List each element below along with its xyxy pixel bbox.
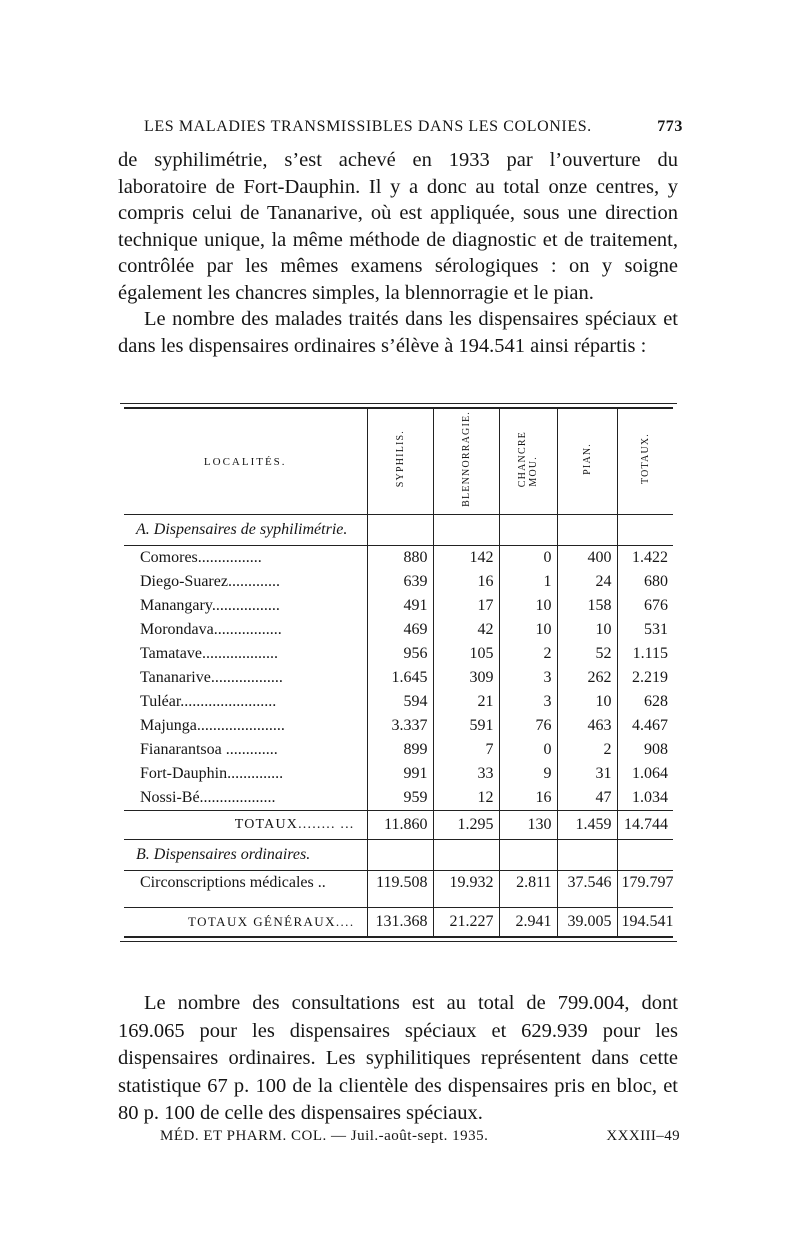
row-blennorragie: 7 (433, 738, 499, 762)
row-blennorragie: 42 (433, 618, 499, 642)
totaux-generaux-row (124, 908, 673, 937)
row-total: 676 (617, 594, 673, 618)
row-locality: Tamatave................... (140, 645, 278, 662)
header-chancre-label-1: CHANCRE (517, 430, 528, 488)
row-blennorragie: 17 (433, 594, 499, 618)
header-pian (557, 409, 617, 515)
totaux-chancre: 130 (499, 811, 557, 840)
row-blennorragie: 16 (433, 570, 499, 594)
footer-journal: MÉD. ET PHARM. COL. — Juil.-août-sept. 1935. (160, 1128, 489, 1144)
table-row (124, 618, 673, 642)
row-chancre: 2 (499, 642, 557, 666)
row-blennorragie: 33 (433, 762, 499, 786)
section-b-row (124, 840, 673, 871)
totaux-row (124, 811, 673, 840)
row-locality: Fort-Dauphin.............. (140, 765, 284, 782)
row-chancre: 3 (499, 690, 557, 714)
row-locality: Manangary................. (140, 597, 280, 614)
header-totaux-label: TOTAUX. (639, 433, 651, 485)
totaux-generaux-chancre: 2.941 (499, 908, 557, 937)
section-a-row (124, 515, 673, 546)
row-chancre: 16 (499, 786, 557, 811)
row-syphilis: 959 (367, 786, 433, 811)
row-chancre: 1 (499, 570, 557, 594)
row-blennorragie: 21 (433, 690, 499, 714)
row-syphilis: 594 (367, 690, 433, 714)
circonscriptions-blennorragie: 19.932 (433, 871, 499, 896)
row-pian: 400 (557, 546, 617, 571)
row-locality: Comores................ (140, 549, 262, 566)
row-chancre: 10 (499, 594, 557, 618)
totaux-generaux-blennorragie: 21.227 (433, 908, 499, 937)
table-row (124, 762, 673, 786)
table-row (124, 738, 673, 762)
row-blennorragie: 309 (433, 666, 499, 690)
circonscriptions-total: 179.797 (617, 871, 673, 896)
row-locality: Tuléar........................ (140, 693, 277, 710)
circonscriptions-row (124, 871, 673, 896)
row-pian: 47 (557, 786, 617, 811)
row-locality: Morondava................. (140, 621, 282, 638)
row-pian: 158 (557, 594, 617, 618)
row-pian: 10 (557, 618, 617, 642)
table-row (124, 786, 673, 811)
row-locality: Fianarantsoa ............. (140, 741, 278, 758)
totaux-blennorragie: 1.295 (433, 811, 499, 840)
table-row (124, 594, 673, 618)
row-total: 2.219 (617, 666, 673, 690)
row-chancre: 3 (499, 666, 557, 690)
row-locality: Nossi-Bé................... (140, 789, 276, 806)
paragraph-intro-summary: Le nombre des malades traités dans les dispensaires spéciaux et dans les dispensaires ordinaires s’élève à 194.541 ainsi répartis : (118, 308, 678, 357)
row-blennorragie: 591 (433, 714, 499, 738)
paragraph-intro-text: de syphilimétrie, s’est achevé en 1933 par l’ouverture du laboratoire de Fort-Dauphin. Il y a donc au total onze centres, y compris celui de Tananarive, où est appliquée, sous une direction technique unique, la même méthode de diagnostic et de traitement, contrôlée par les mêmes examens sérologiques : on y soigne également les chancres simples, la blennorragie et le pian. (118, 149, 678, 304)
table-row (124, 666, 673, 690)
totaux-total: 14.744 (617, 811, 673, 840)
row-syphilis: 469 (367, 618, 433, 642)
row-blennorragie: 12 (433, 786, 499, 811)
row-blennorragie: 142 (433, 546, 499, 571)
row-pian: 52 (557, 642, 617, 666)
row-total: 628 (617, 690, 673, 714)
row-total: 4.467 (617, 714, 673, 738)
page-number: 773 (657, 118, 683, 135)
row-syphilis: 1.645 (367, 666, 433, 690)
row-pian: 31 (557, 762, 617, 786)
row-total: 1.034 (617, 786, 673, 811)
row-total: 1.422 (617, 546, 673, 571)
table-row (124, 690, 673, 714)
row-total: 908 (617, 738, 673, 762)
row-locality: Tananarive.................. (140, 669, 283, 686)
header-chancre-label-2: MOU. (528, 456, 539, 488)
row-pian: 10 (557, 690, 617, 714)
row-chancre: 76 (499, 714, 557, 738)
table-row (124, 546, 673, 571)
circonscriptions-label: Circonscriptions médicales .. (140, 874, 326, 891)
header-syphilis (367, 409, 433, 515)
statistics-table-frame (120, 403, 677, 942)
row-locality: Diego-Suarez............. (140, 573, 280, 590)
circonscriptions-syphilis: 119.508 (367, 871, 433, 896)
paragraph-consultations: Le nombre des consultations est au total de 799.004, dont 169.065 pour les dispensaires spéciaux et 629.939 pour les dispensaires ordinaires. Les syphilitiques représentent dans cette statistique 67 p. 100 de la clientèle des dispensaires pris en bloc, et 80 p. 100 de celle des dispensaires spéciaux. (118, 992, 678, 1124)
running-head-title: LES MALADIES TRANSMISSIBLES DANS LES COLONIES. (144, 118, 592, 135)
row-chancre: 0 (499, 546, 557, 571)
row-syphilis: 899 (367, 738, 433, 762)
totaux-generaux-label: TOTAUX GÉNÉRAUX.... (124, 908, 367, 937)
running-head (118, 118, 683, 142)
circonscriptions-chancre: 2.811 (499, 871, 557, 896)
totaux-syphilis: 11.860 (367, 811, 433, 840)
row-pian: 24 (557, 570, 617, 594)
totaux-generaux-total: 194.541 (617, 908, 673, 937)
footer-signature: XXXIII–49 (606, 1128, 680, 1144)
totaux-generaux-syphilis: 131.368 (367, 908, 433, 937)
spacer-row (124, 895, 673, 908)
row-chancre: 10 (499, 618, 557, 642)
row-pian: 2 (557, 738, 617, 762)
row-pian: 463 (557, 714, 617, 738)
row-chancre: 9 (499, 762, 557, 786)
table-header-row (124, 409, 673, 515)
row-blennorragie: 105 (433, 642, 499, 666)
totaux-label: TOTAUX........ ... (124, 811, 367, 840)
row-syphilis: 956 (367, 642, 433, 666)
row-chancre: 0 (499, 738, 557, 762)
totaux-generaux-pian: 39.005 (557, 908, 617, 937)
header-chancre-mou (499, 409, 557, 515)
table-row (124, 714, 673, 738)
statistics-table (124, 409, 673, 936)
row-syphilis: 639 (367, 570, 433, 594)
row-locality: Majunga...................... (140, 717, 285, 734)
table-row (124, 570, 673, 594)
header-localites: LOCALITÉS. (124, 409, 367, 515)
row-syphilis: 3.337 (367, 714, 433, 738)
header-blennorragie (433, 409, 499, 515)
row-pian: 262 (557, 666, 617, 690)
header-totaux (617, 409, 673, 515)
header-syphilis-label: SYPHILIS. (394, 430, 406, 488)
section-b-title: B. Dispensaires ordinaires. (124, 840, 367, 871)
section-a-title: A. Dispensaires de syphilimétrie. (124, 515, 367, 546)
paragraph-intro (118, 147, 678, 359)
table-row (124, 642, 673, 666)
row-syphilis: 491 (367, 594, 433, 618)
row-total: 680 (617, 570, 673, 594)
row-total: 531 (617, 618, 673, 642)
header-blennorragie-label: BLENNORRAGIE. (460, 411, 472, 507)
totaux-pian: 1.459 (557, 811, 617, 840)
page-footer (160, 1128, 680, 1152)
row-total: 1.064 (617, 762, 673, 786)
header-pian-label: PIAN. (581, 443, 593, 475)
row-syphilis: 991 (367, 762, 433, 786)
row-total: 1.115 (617, 642, 673, 666)
circonscriptions-pian: 37.546 (557, 871, 617, 896)
row-syphilis: 880 (367, 546, 433, 571)
